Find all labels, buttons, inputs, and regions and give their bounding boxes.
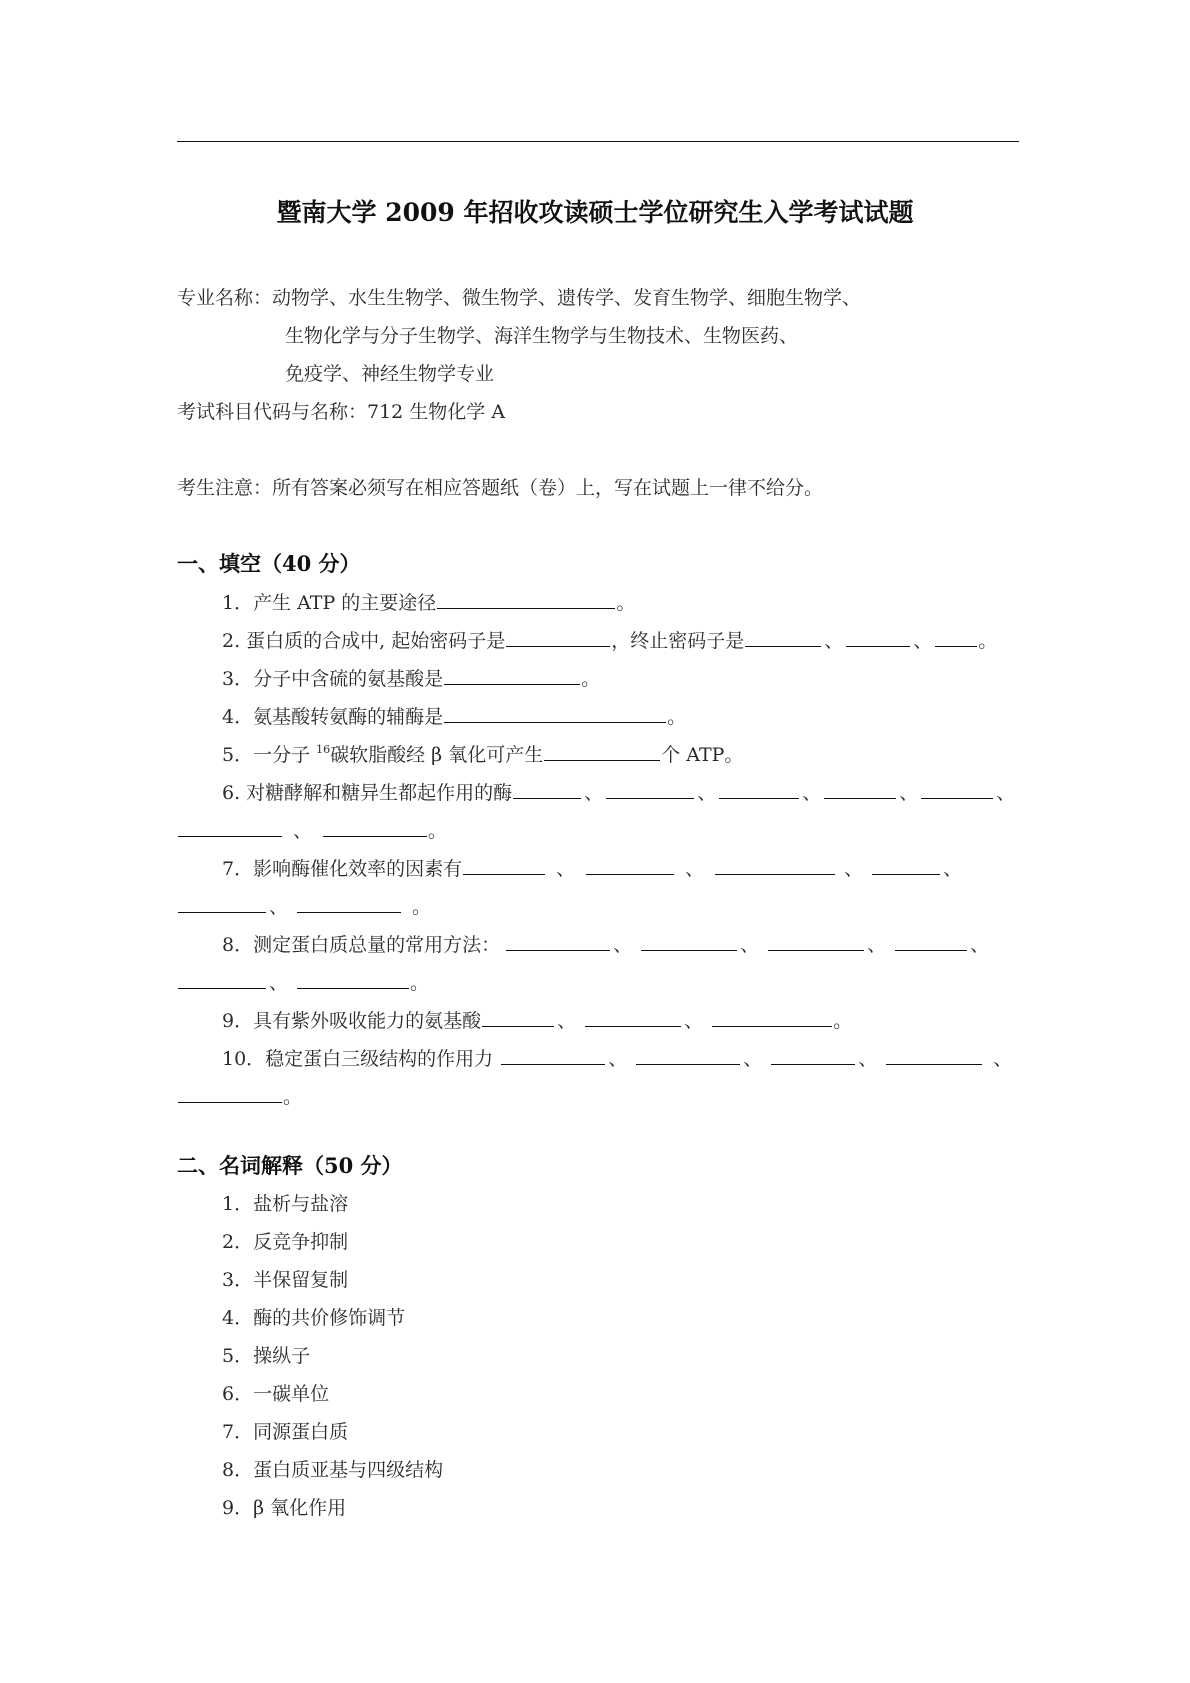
- punct: 。: [581, 668, 601, 690]
- question-text: 6. 对糖酵解和糖异生都起作用的酶: [222, 782, 513, 804]
- separator: 、: [802, 782, 822, 804]
- separator: 、: [556, 858, 576, 880]
- separator: 、: [684, 1010, 704, 1032]
- question-text: 3．分子中含硫的氨基酸是: [222, 668, 444, 690]
- separator: 、: [293, 820, 313, 842]
- question-5: [222, 742, 743, 767]
- separator: 、: [996, 782, 1016, 804]
- separator: 、: [584, 782, 604, 804]
- answer-blank: [586, 856, 674, 875]
- answer-blank: [886, 1046, 982, 1065]
- answer-blank: [482, 1008, 554, 1027]
- question-8: [222, 932, 991, 957]
- question-text: 7．影响酶催化效率的因素有: [222, 858, 463, 880]
- answer-blank: [178, 818, 282, 837]
- term-item: 6．一碳单位: [222, 1383, 330, 1405]
- answer-blank: [895, 932, 967, 951]
- question-4: [222, 704, 686, 729]
- answer-blank: [178, 1084, 282, 1103]
- answer-blank: [636, 1046, 740, 1065]
- answer-blank: [178, 894, 266, 913]
- answer-blank: [768, 932, 864, 951]
- section-2-heading: 二、名词解释（50 分）: [177, 1153, 403, 1178]
- question-text: 1．产生 ATP 的主要途径: [222, 592, 437, 614]
- section-1-heading: 一、填空（40 分）: [177, 551, 361, 576]
- majors-list-line-3: 免疫学、神经生物学专业: [285, 363, 495, 385]
- separator: 、: [740, 934, 760, 956]
- term-item: 3．半保留复制: [222, 1269, 349, 1291]
- separator: 、: [824, 630, 844, 652]
- answer-blank: [297, 970, 409, 989]
- majors-label: 专业名称：: [177, 287, 273, 309]
- term-item: 1．盐析与盐溶: [222, 1193, 349, 1215]
- punct: 。: [667, 706, 687, 728]
- question-text: 9．具有紫外吸收能力的氨基酸: [222, 1010, 482, 1032]
- question-10-cont: [177, 1084, 302, 1109]
- punct: 。: [283, 1086, 303, 1108]
- majors-list-line-1: 动物学、水生生物学、微生物学、遗传学、发育生物学、细胞生物学、: [272, 287, 862, 309]
- majors-list-line-2: 生物化学与分子生物学、海洋生物学与生物技术、生物医药、: [285, 325, 799, 347]
- question-7-cont: [177, 894, 431, 919]
- answer-blank: [444, 666, 580, 685]
- answer-blank: [585, 1008, 681, 1027]
- separator: 、: [685, 858, 705, 880]
- separator: 、: [970, 934, 990, 956]
- punct: 。: [833, 1010, 853, 1032]
- separator: 、: [899, 782, 919, 804]
- question-3: [222, 666, 600, 691]
- separator: 、: [993, 1048, 1013, 1070]
- punct: 。: [978, 630, 998, 652]
- question-text: 5．一分子: [222, 744, 317, 766]
- answer-blank: [506, 932, 610, 951]
- punct: 。: [412, 896, 432, 918]
- answer-blank: [719, 780, 799, 799]
- question-9: [222, 1008, 852, 1033]
- answer-blank: [178, 970, 266, 989]
- answer-blank: [501, 1046, 605, 1065]
- punct: 个 ATP。: [661, 744, 744, 766]
- answer-blank: [444, 704, 666, 723]
- subject-code-name: 考试科目代码与名称：712 生物化学 A: [177, 401, 506, 423]
- separator: 、: [557, 1010, 577, 1032]
- term-item: 4．酶的共价修饰调节: [222, 1307, 406, 1329]
- answer-blank: [297, 894, 401, 913]
- question-text: 8．测定蛋白质总量的常用方法：: [222, 934, 501, 956]
- term-item: 2．反竞争抑制: [222, 1231, 349, 1253]
- question-text: 碳软脂酸经 β 氧化可产生: [330, 744, 544, 766]
- separator: 、: [697, 782, 717, 804]
- separator: 、: [867, 934, 887, 956]
- question-text: 4．氨基酸转氨酶的辅酶是: [222, 706, 444, 728]
- candidate-notice: 考生注意：所有答案必须写在相应答题纸（卷）上，写在试题上一律不给分。: [177, 477, 824, 499]
- superscript: 16: [316, 743, 331, 756]
- header-rule: [177, 141, 1019, 142]
- answer-blank: [712, 1008, 832, 1027]
- separator: 、: [913, 630, 933, 652]
- separator: 、: [943, 858, 963, 880]
- answer-blank: [715, 856, 835, 875]
- punct: 。: [616, 592, 636, 614]
- answer-blank: [641, 932, 737, 951]
- answer-blank: [513, 780, 581, 799]
- term-item: 8．蛋白质亚基与四级结构: [222, 1459, 444, 1481]
- answer-blank: [824, 780, 896, 799]
- separator: 、: [608, 1048, 628, 1070]
- separator: 、: [844, 858, 864, 880]
- answer-blank: [606, 780, 694, 799]
- term-item: 7．同源蛋白质: [222, 1421, 349, 1443]
- answer-blank: [846, 628, 910, 647]
- separator: 、: [858, 1048, 878, 1070]
- exam-title: 暨南大学 2009 年招收攻读硕士学位研究生入学考试试题: [276, 198, 914, 227]
- question-7: [222, 856, 964, 881]
- answer-blank: [872, 856, 940, 875]
- answer-blank: [921, 780, 993, 799]
- separator: 、: [743, 1048, 763, 1070]
- term-item: 5．操纵子: [222, 1345, 311, 1367]
- separator: 、: [269, 972, 289, 994]
- question-text: ，终止密码子是: [611, 630, 745, 652]
- majors-row-1: [177, 286, 861, 310]
- answer-blank: [745, 628, 821, 647]
- term-item: 9．β 氧化作用: [222, 1497, 347, 1519]
- answer-blank: [506, 628, 610, 647]
- separator: 、: [613, 934, 633, 956]
- answer-blank: [437, 590, 615, 609]
- answer-blank: [463, 856, 545, 875]
- question-text: 10．稳定蛋白三级结构的作用力: [222, 1048, 494, 1070]
- question-8-cont: [177, 970, 429, 995]
- answer-blank: [323, 818, 427, 837]
- punct: 。: [428, 820, 448, 842]
- question-1: [222, 590, 635, 615]
- separator: 、: [269, 896, 289, 918]
- question-6-cont: [177, 818, 447, 843]
- answer-blank: [544, 742, 660, 761]
- question-6: [222, 780, 1017, 805]
- answer-blank: [771, 1046, 855, 1065]
- question-text: 2. 蛋白质的合成中, 起始密码子是: [222, 630, 506, 652]
- punct: 。: [410, 972, 430, 994]
- question-2: [222, 628, 997, 653]
- question-10: [222, 1046, 1014, 1071]
- answer-blank: [935, 628, 977, 647]
